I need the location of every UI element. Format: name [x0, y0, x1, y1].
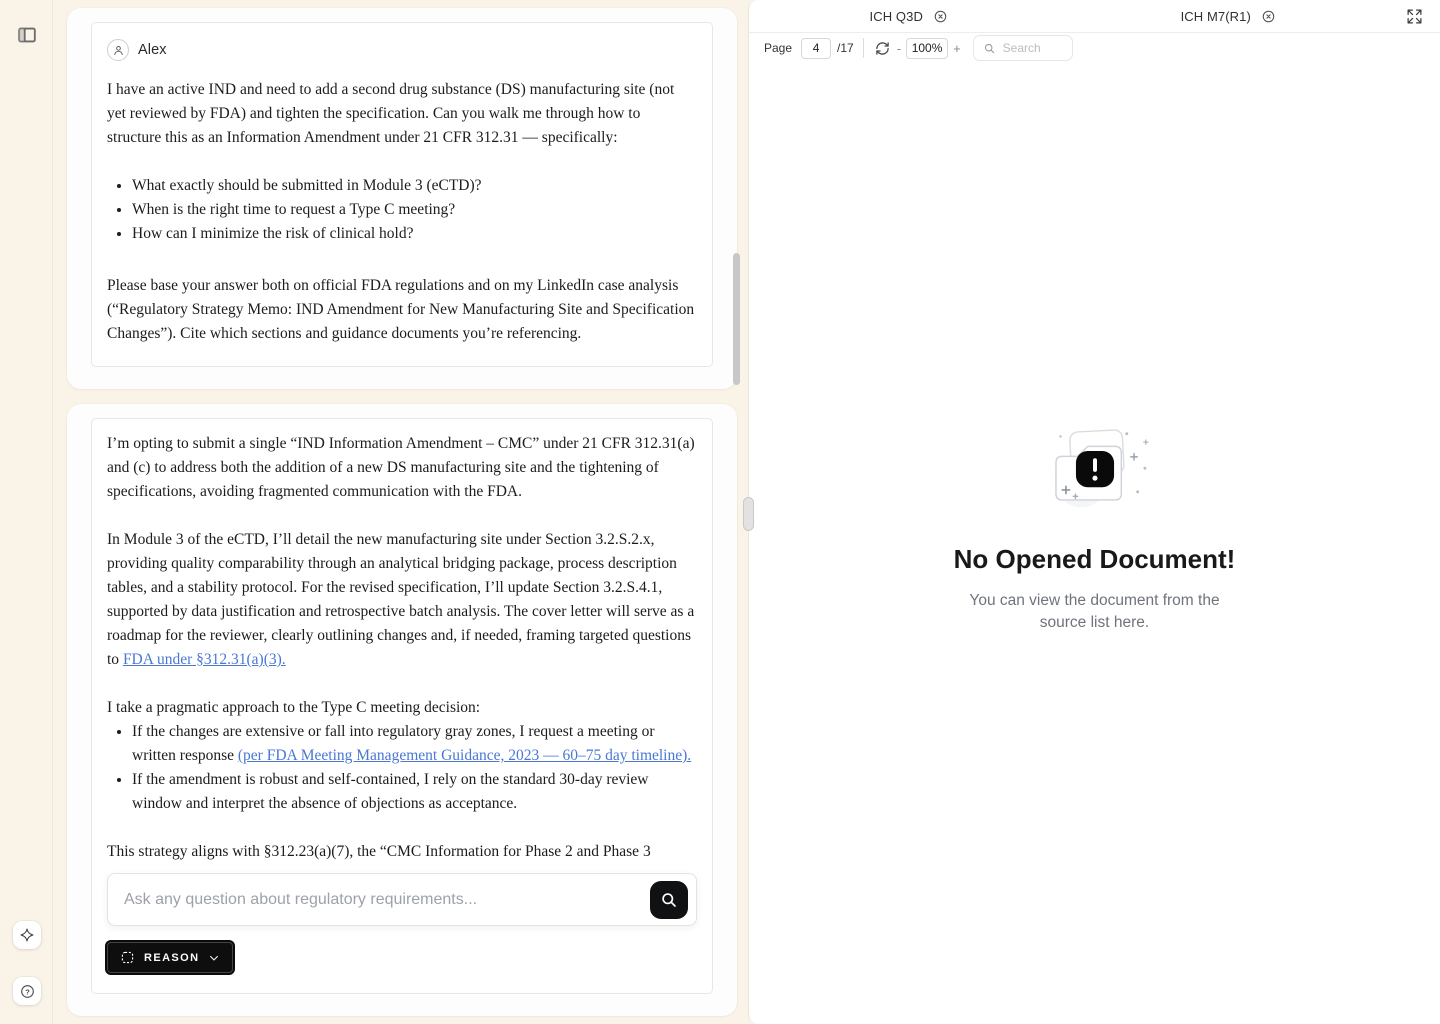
user-paragraph: Please base your answer both on official FDA regulations and on my LinkedIn case analysis (“Regulatory Strategy Memo: IND Amendment for New Manufacturing Site and Specification Changes”). Cite which sections and guidance documents you’re referencing. — [107, 277, 695, 342]
chat-panel — [53, 0, 748, 1024]
no-document-icon — [1036, 424, 1154, 516]
assistant-text: In Module 3 of the eCTD, I’ll detail the new manufacturing site under Section 3.2.S.2.x, providing quality comparability through an analytical bridging package, process description tables, and a stability protocol. For the revised specification, I’ll update Section 3.2.S.4.1, supported by data justification and retrospective batch analysis. The cover letter will serve as a roadmap for the reviewer, clearly outlining changes and, if needed, framing targeted questions to — [107, 531, 695, 668]
assistant-bullet: • If the amendment is robust and self-contained, I rely on the standard 30-day review window and interpret the absence of objections as acceptance. — [132, 768, 697, 816]
panel-left-icon — [16, 24, 38, 46]
assistant-paragraph: This strategy aligns with §312.23(a)(7), the “CMC Information for Phase 2 and Phase 3 — [107, 843, 651, 860]
page-total: /17 — [837, 41, 854, 55]
sparkle-icon — [19, 927, 35, 943]
assistant-paragraph: I take a pragmatic approach to the Type C meeting decision: — [107, 699, 481, 716]
assistant-message-card — [91, 418, 713, 994]
zoom-level-input[interactable] — [906, 38, 948, 59]
user-bullet: • What exactly should be submitted in Module 3 (eCTD)? — [132, 174, 697, 198]
expand-arrows-icon — [1406, 8, 1423, 25]
tab-ich-q3d[interactable] — [749, 0, 1069, 32]
message-author-row — [107, 39, 697, 61]
assistant-bullet — [132, 720, 697, 768]
citation-link-meeting-guidance[interactable]: (per FDA Meeting Management Guidance, 2023 — 60–75 day timeline). — [237, 747, 692, 764]
zoom-out-button[interactable]: - — [896, 40, 902, 56]
sidebar-toggle-button[interactable] — [13, 21, 41, 49]
reason-mode-button[interactable] — [107, 942, 233, 973]
user-bullet-list — [107, 174, 697, 246]
tab-label: ICH Q3D — [869, 8, 923, 24]
document-search-box[interactable] — [973, 35, 1073, 61]
user-bullet: • When is the right time to request a Type C meeting? — [132, 198, 697, 222]
toolbar-divider — [863, 38, 864, 58]
document-viewer-panel — [748, 0, 1440, 1024]
empty-state-subtitle: You can view the document from the source list here. — [969, 592, 1220, 631]
user-bullet: • How can I minimize the risk of clinical hold? — [132, 222, 697, 246]
fullscreen-button[interactable] — [1388, 0, 1440, 32]
chat-input[interactable] — [124, 891, 650, 909]
tab-label: ICH M7(R1) — [1180, 8, 1251, 24]
chat-input-container — [107, 873, 697, 926]
help-button[interactable] — [13, 977, 41, 1005]
page-label: Page — [764, 41, 793, 55]
panel-resize-handle[interactable] — [743, 497, 754, 531]
svg-text:?: ? — [24, 986, 30, 996]
refresh-button[interactable] — [873, 39, 892, 58]
assistant-paragraph: I’m opting to submit a single “IND Information Amendment – CMC” under 21 CFR 312.31(a) and (c) to address both the addition of a new DS manufacturing site and the tightening of specifications, avoiding fragmented communication with the FDA. — [107, 435, 695, 500]
search-icon — [659, 890, 679, 910]
sparkle-button[interactable] — [13, 921, 41, 949]
assistant-paragraph — [107, 528, 697, 672]
document-search-input[interactable] — [1003, 41, 1063, 55]
tab-ich-m7r1[interactable] — [1069, 0, 1389, 32]
assistant-text: If the changes are extensive or fall into regulatory gray zones, I request a meeting or written response — [132, 723, 655, 764]
citation-link-312-31[interactable]: FDA under §312.31(a)(3). — [122, 651, 286, 668]
page-number-input[interactable] — [801, 38, 831, 59]
user-message-group — [67, 8, 737, 389]
author-name: Alex — [138, 42, 167, 58]
assistant-bullet-list — [107, 720, 697, 816]
chevron-down-icon — [208, 952, 220, 964]
focus-frame-icon — [120, 950, 135, 965]
user-message-card — [91, 22, 713, 367]
help-icon — [19, 983, 36, 1000]
viewer-toolbar — [749, 33, 1440, 63]
reason-label: REASON — [144, 951, 200, 964]
empty-state-title: No Opened Document! — [953, 544, 1236, 574]
viewer-tab-bar — [749, 0, 1440, 33]
icon-sidebar — [0, 0, 53, 1024]
zoom-in-button[interactable]: + — [953, 40, 961, 56]
chat-scrollbar-thumb[interactable] — [733, 253, 740, 385]
empty-state — [749, 424, 1440, 634]
assistant-message-group — [67, 404, 737, 1016]
search-icon — [983, 42, 996, 55]
close-tab-icon[interactable] — [1261, 9, 1276, 24]
send-search-button[interactable] — [650, 881, 688, 919]
user-avatar — [107, 39, 129, 61]
close-tab-icon[interactable] — [933, 9, 948, 24]
user-paragraph: I have an active IND and need to add a second drug substance (DS) manufacturing site (not yet reviewed by FDA) and tighten the specification. Can you walk me through how to structure this as an Information Amendment under 21 CFR 312.31 — specifically: — [107, 81, 675, 146]
